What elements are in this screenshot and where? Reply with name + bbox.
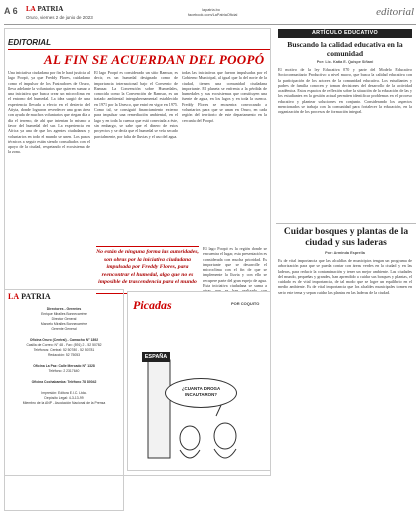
- pull-quote: No están de ninguna forma las autoridades, son obras por la iniciativa ciudadana impulsada por Freddy Flores, para reencontrar el humedal, algo que no es imposible de trascendencia para el mundo: [96, 246, 199, 294]
- info-logo-name: PATRIA: [21, 292, 51, 301]
- editorial-column-2: El lago Poopó es considerado un sitio Ramsar, es decir, es un humedal designado como de importancia internacional bajo el Convenio de Ramsar. La Convención sobre Humedales, conocida como la Convención de Ramsar, es un tratado ambiental intergubernamental establecido en 1971 por la Unesco, que entró en vigor en 1975. Como tal, se consiguió financiamiento externo para impulsar una remediación ambiental, en el lago y en toda la cuenca que está conectada a éste, sin embargo, se sabe que el dinero de estos proyectos y se decía que el humedal se veía secado parcialmente, por falta de lluvias y el uso del agua.: [94, 70, 178, 139]
- woman-head: [214, 423, 236, 449]
- staff-line: Casilla de Correo: N° 48 - Fax: (591) 2 - 52 50782: [26, 343, 102, 347]
- article-kicker: ARTÍCULO EDUCATIVO: [278, 29, 412, 38]
- section-name: editorial: [376, 6, 414, 18]
- masthead-prefix: LA: [26, 5, 36, 13]
- info-logo: [8, 292, 51, 301]
- staff-list: [6, 307, 122, 406]
- website-block: [188, 8, 238, 18]
- cartoon-logo: Picadas: [133, 298, 172, 312]
- staff-line: Directores - Gerentes: [46, 307, 82, 311]
- speech-bubble: ¿CUANTA DROGA INCAUTARON?: [165, 378, 237, 408]
- staff-line: Marcelo Miralles Bonnecarrère: [40, 322, 88, 326]
- editorial-rule: [8, 49, 270, 50]
- social-link[interactable]: facebook.com/LaPatriaOficial: [188, 13, 238, 17]
- editorial-column-1: Una iniciativa ciudadana por fin le hará justicia al lago Poopó, ya que Freddy Flores, cuidadano como el impulsor de los Fustradores de Oruro, lleva adelante la voluntarios que quieren sumar a una iniciativa que busca crear un microclima en el entorno del humedal. La idea surgió de una experiencia llevada a efecto en el desierto del Atiyta, donde lograron reverdecer una gran área con ayuda de muchos voluntarios que riegan día a día el terreno, de ahí que intentan lo mismo a favor del humedal del sur. La experiencia en Africa ya una de que los agentes ciudadanos y voluntarios en todo el mundo se unen. Los pasos técnicos a seguir están siendo consultados con el apoyo de la ciudad, respetando el ecosistema de la zona.: [8, 70, 90, 155]
- article-author: Por: Lic. Katia E. Quispe Siñani: [316, 60, 374, 64]
- article2-title: Cuidar bosques y plantas de la ciudad y sus laderas: [283, 227, 409, 248]
- page-number: A 6: [4, 6, 18, 16]
- woman-body: [214, 449, 236, 458]
- article-body: El motivo de la ley Educativa 070 y parte del Modelo Educativo Sociocomunitario Productivo a nivel macro, que busca la calidad educativa con la participación de los actores de la comunidad educativa. Los estudiantes y padres de familia conocen y toman decisiones del desarrollo de la actividad académica. Estos espacios de reflexión sobre la situación de la educación de las y los estudiantes en la gestión actual permiten identificar problemas en el proceso educativo y plantear soluciones en conjunto. Considerando los aspectos mencionados se trabaja con la comunidad para fortalecer la educación, en la organización de los procesos de formación integral.: [278, 67, 412, 115]
- cartoon-credit: POR COQUITO: [231, 301, 260, 306]
- masthead-name: PATRIA: [37, 5, 64, 13]
- editorial-title: AL FIN SE ACUERDAN DEL POOPÓ: [44, 52, 265, 67]
- staff-line: Depósito Legal: 4-3-13-99: [44, 396, 84, 400]
- staff-line: Director General: [51, 317, 77, 321]
- issue-date: Oruro, viernes 2 de junio de 2023: [26, 15, 93, 20]
- website-link[interactable]: lapatria.bo: [202, 8, 220, 12]
- cartoon-sign: ESPAÑA: [142, 352, 170, 362]
- header-rule: [4, 24, 416, 25]
- staff-line: Miembro de la ANP - Asociación Nacional de la Prensa: [22, 401, 106, 405]
- staff-line: Oficina Oruro (Central) - Camacho N° 1892: [29, 338, 99, 342]
- article-divider: [276, 223, 416, 224]
- staff-line: Teléfonos: Central: 52 50780 - 52 50781: [33, 348, 95, 352]
- editorial-column-3: todas las iniciativas que fueron impulsadas por el Gobierno Municipal, al igual que la del norte de la ciudad, tienen una comunidad ciudadana importante. El planeta se enfrenta a la pérdida de humedales y sus ecosistemas que constituyen una fuente de agua, en los lagos y en toda la cuenca. Freddy Flores se encuentra convocando a voluntarios para que se unan en Oruro, en cada región del territorio de este departamento en la cercanía del Poopó.: [182, 70, 267, 123]
- staff-line: Enrique Miralles Bonnecarrère: [41, 312, 87, 316]
- info-logo-prefix: LA: [8, 292, 20, 301]
- article2-author: Por: Arminda Esprella: [325, 251, 365, 255]
- editorial-label: EDITORIAL: [8, 38, 51, 47]
- man-head: [180, 426, 200, 450]
- masthead: [26, 5, 63, 13]
- article-title: Buscando la calidad educativa en la comunidad: [287, 40, 403, 58]
- staff-line: Oficina La Paz: Calle Mercado N° 1328: [33, 364, 95, 368]
- staff-line: Gerente General: [51, 327, 77, 331]
- man-body: [180, 450, 200, 458]
- staff-line: Impresión: Editora E.I.C. Ltda.: [41, 391, 87, 395]
- staff-line: Teléfono: 2 2317640: [48, 369, 80, 373]
- editorial-column-4: El lago Poopó es la región donde se encuentra el lugar, esta presentación es considerada con mucha prioridad. Es importante que se desarrolle el microclima con el fin de que se implemente la lluvia y con ello se recupere parte del gran espejo de agua. Esta iniciativa ciudadana se suma a: [203, 246, 267, 289]
- staff-line: Redacción: 52 75053: [47, 353, 81, 357]
- staff-line: Oficina Cochabamba: Teléfono 78 80042: [31, 380, 97, 384]
- article2-body: Es de vital importancia que las alcaldías de municipios tengan un programa de arborización para que se pueda contar con áreas verdes en la ciudad y en las laderas, para reducir la contaminación y tener un mejor ambiente. Las ciudades del mundo, pequeñas y grandes, han aprendido a cuidar sus bosques y plantas, el cuidado es de vital importancia, de tal modo que se logre un equilibrio en el medio ambiente. Es de vital importancia que los alcaldes municipales tomen en serio este tema y sepan cuidar las plantas en las laderas de la ciudad.: [278, 258, 412, 295]
- sign-post: [148, 360, 170, 458]
